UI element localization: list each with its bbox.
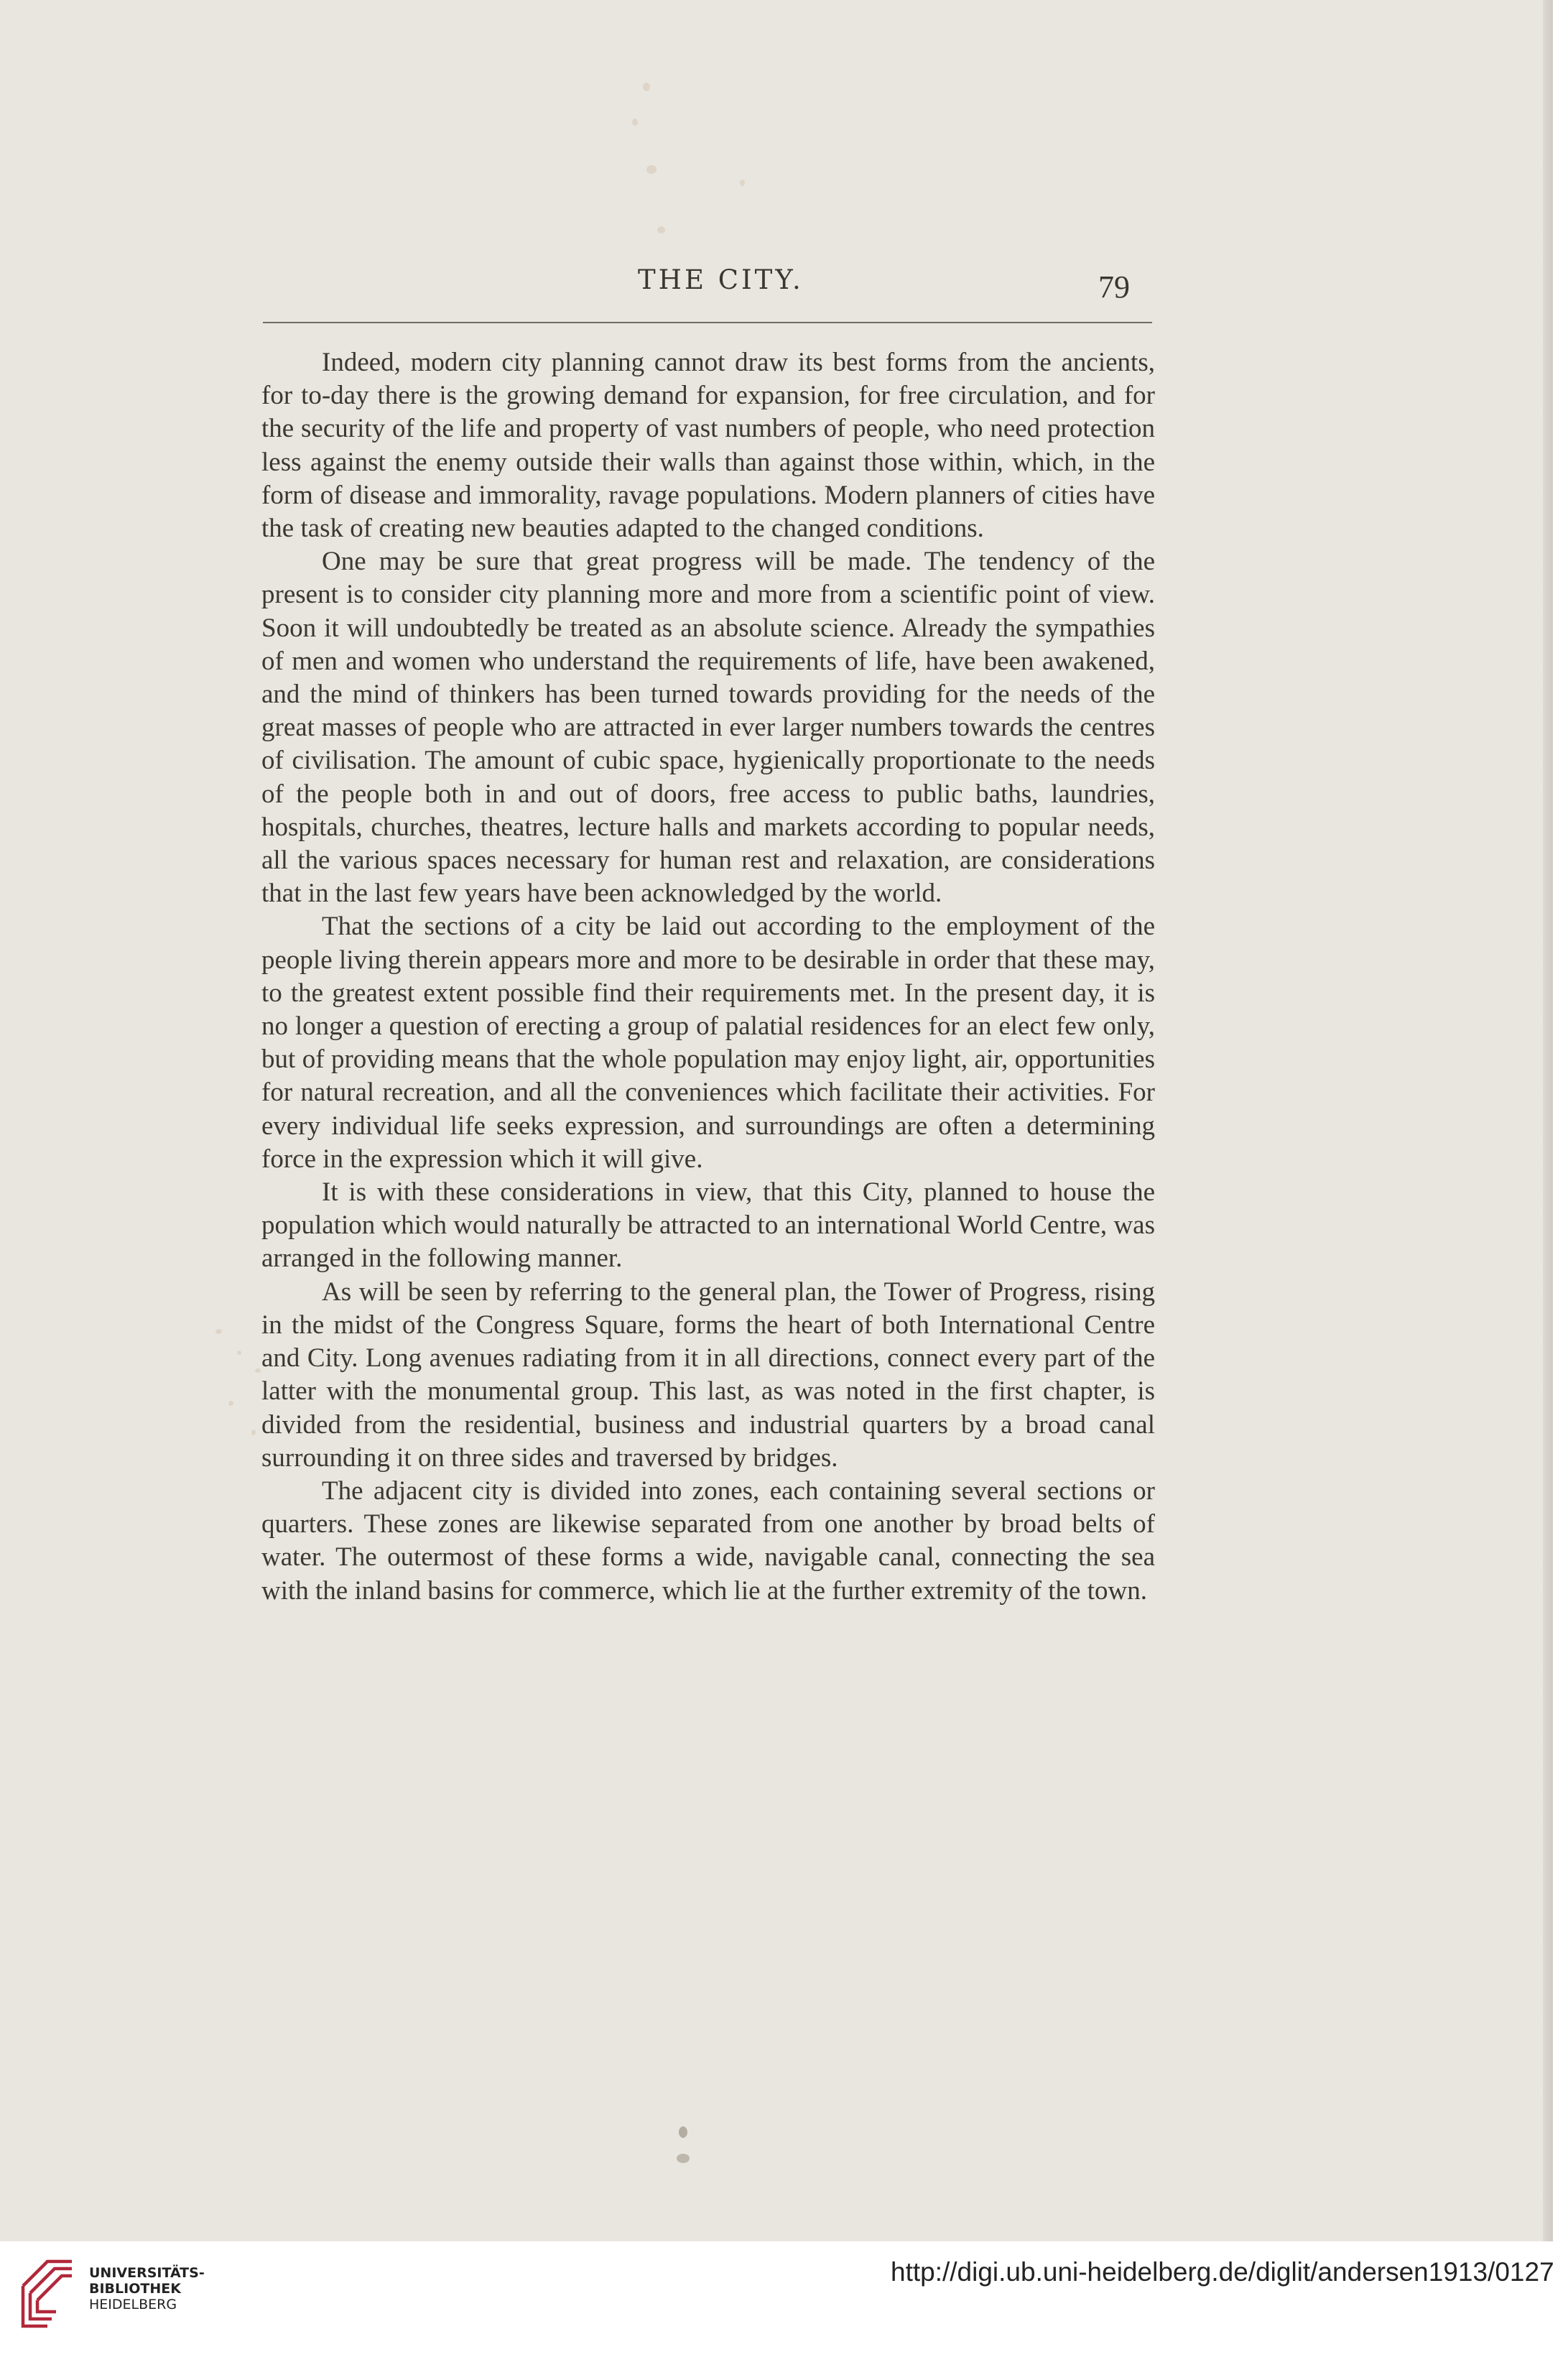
university-library-logo-icon — [19, 2257, 75, 2329]
library-name-line: UNIVERSITÄTS- — [89, 2265, 205, 2281]
library-name — [89, 2265, 205, 2312]
paper-speckle — [251, 1430, 256, 1435]
body-text — [261, 346, 1155, 1608]
paper-speckle — [215, 1329, 222, 1334]
library-name-line: HEIDELBERG — [89, 2297, 177, 2312]
paragraph: That the sections of a city be laid out according to the employment of the people living therein appears more and more to be desirable in order that these may, to the greatest extent possible find their requirements met. In the present day, it is no longer a question of erecting a group of palatial residences for an elect few only, but of providing means that the whole population may enjoy light, air, opportunities for natural recreation, and all the conveniences which facilitate their activities. For every individual life seeks expression, and surroundings are often a determining force in the expression which it will give. — [261, 912, 1155, 1174]
page-header — [0, 264, 1553, 307]
paragraph: As will be seen by referring to the general plan, the Tower of Progress, rising in the midst of the Congress Square, forms the heart of both International Centre and City. Long avenues radiating from it in all directions, connect every part of the latter with the monumental group. This last, as was noted in the first chapter, is divided from the residential, business and industrial quarters by a broad canal surrounding it on three sides and traversed by bridges. — [261, 1277, 1155, 1473]
footer — [0, 2241, 1568, 2357]
paper-speckle — [740, 180, 745, 186]
paper-speckle — [657, 226, 665, 233]
page-number: 79 — [1098, 269, 1130, 305]
paper-speckle — [646, 165, 657, 174]
paper-speckle — [643, 83, 650, 91]
running-title: THE CITY. — [638, 264, 804, 295]
paper-speckle — [237, 1351, 241, 1355]
library-name-line: BIBLIOTHEK — [89, 2281, 181, 2297]
paragraph: It is with these considerations in view, that this City, planned to house the population which would naturally be attracted to an international World Centre, was arranged in the following manner. — [261, 1177, 1155, 1274]
source-url[interactable]: http://digi.ub.uni-heidelberg.de/diglit/andersen1913/0127 — [891, 2257, 1554, 2287]
paragraph: One may be sure that great progress will be made. The tendency of the present is to consider city planning more and more from a scientific point of view. Soon it will undoubtedly be treated as an absolute science. Already the sympathies of men and women who understand the requirements of life, have been awakened, and the mind of thinkers has been turned towards providing for the needs of the great masses of people who are attracted in ever larger numbers towards the centres of civilisation. The amount of cubic space, hygienically proportionate to the needs of the people both in and out of doors, free access to public baths, laundries, hospitals, churches, theatres, lecture halls and markets according to popular needs, all the various spaces necessary for human rest and relaxation, are considerations that in the last few years have been acknowledged by the world. — [261, 547, 1155, 909]
paper-speckle — [679, 2126, 687, 2138]
header-rule — [263, 322, 1152, 323]
paper-speckle — [677, 2154, 690, 2163]
paper-speckle — [632, 119, 638, 126]
paragraph: Indeed, modern city planning cannot draw its best forms from the ancients, for to-day there is the growing demand for expansion, for free circulation, and for the security of the life and property of vast numbers of people, who need protection less against the enemy outside their walls than against those within, which, in the form of disease and immorality, ravage populations. Modern planners of cities have the task of creating new beauties adapted to the changed conditions. — [261, 348, 1155, 544]
paper-speckle — [228, 1401, 233, 1406]
paragraph: The adjacent city is divided into zones, each containing several sections or quarters. These zones are likewise separated from one another by broad belts of water. The outermost of these forms a wide, navigable canal, connecting the sea with the inland basins for commerce, which lie at the further extremity of the town. — [261, 1476, 1155, 1606]
paper-speckle — [255, 1369, 261, 1373]
